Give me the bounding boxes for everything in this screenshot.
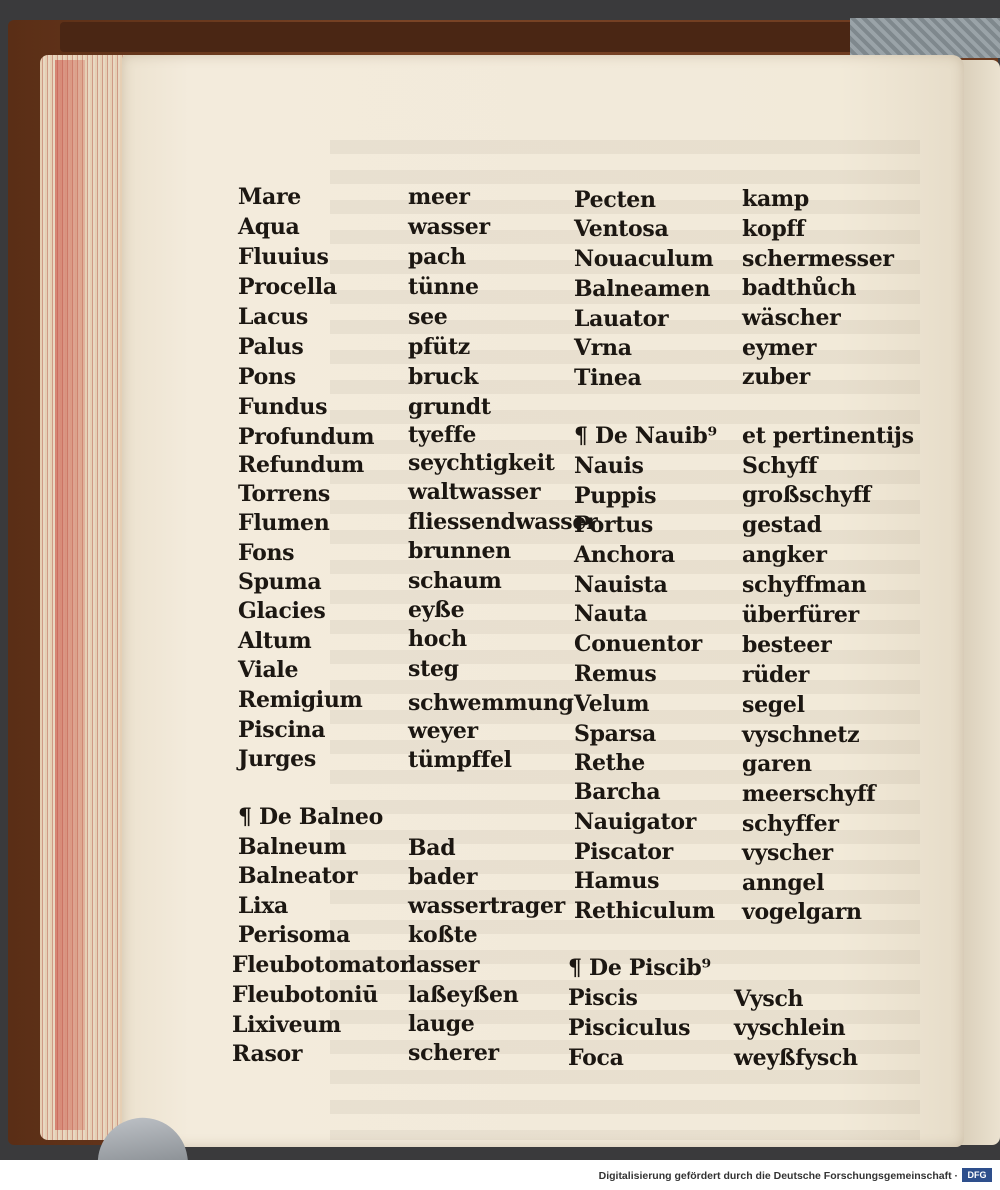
word-col1-1: Aqua [238, 214, 300, 240]
word-col3-7: ¶ De Nauib⁹ [574, 423, 717, 449]
word-col4-16: segel [742, 692, 805, 718]
word-col3-20: Nauigator [574, 809, 697, 835]
word-col3-16: Velum [574, 691, 650, 717]
word-col3-21: Piscator [574, 839, 673, 865]
word-col4-12: schyffman [742, 572, 867, 598]
word-col1-15: Altum [238, 628, 312, 654]
red-edge-stain [55, 60, 85, 1130]
spine-cloth [850, 18, 1000, 58]
word-col2-23: koßte [408, 922, 478, 948]
word-col4-2: schermesser [742, 246, 894, 272]
word-col2-11: fliessendwasser [408, 509, 598, 535]
word-col3-23: Rethiculum [574, 898, 715, 924]
word-col1-19: Jurges [238, 746, 316, 772]
word-col3-10: Portus [574, 512, 653, 538]
word-col1-13: Spuma [238, 569, 322, 595]
word-col4-21: vyscher [742, 840, 833, 866]
word-col3-27: Foca [568, 1045, 624, 1071]
word-col4-22: anngel [742, 870, 825, 896]
word-col4-14: besteer [742, 632, 832, 658]
word-col4-4: wäscher [742, 305, 841, 331]
word-col1-10: Torrens [238, 481, 330, 507]
word-col2-18: weyer [408, 718, 478, 744]
word-col4-10: gestad [742, 512, 822, 538]
word-col1-11: Flumen [238, 510, 330, 536]
word-col4-3: badthůch [742, 275, 857, 301]
word-col3-1: Ventosa [574, 216, 669, 242]
word-col3-18: Rethe [574, 750, 645, 776]
word-col1-23: Lixa [238, 893, 288, 919]
word-col2-26: lauge [408, 1011, 475, 1037]
footer-credit: Digitalisierung gefördert durch die Deutsche Forschungsgemeinschaft · [598, 1170, 958, 1182]
word-col3-6: Tinea [574, 365, 642, 391]
word-col3-15: Remus [574, 661, 657, 687]
word-col1-27: Lixiveum [232, 1012, 341, 1038]
word-col1-25: Fleubotomator [232, 952, 411, 978]
word-col1-18: Piscina [238, 717, 326, 743]
word-col4-26: weyßfysch [734, 1045, 858, 1071]
word-col4-18: garen [742, 751, 812, 777]
word-col4-25: vyschlein [734, 1015, 846, 1041]
word-col4-11: angker [742, 542, 827, 568]
word-col1-22: Balneator [238, 863, 358, 889]
word-col1-8: Profundum [238, 424, 375, 450]
word-col3-5: Vrna [574, 335, 632, 361]
page-edges [40, 55, 132, 1140]
word-col2-4: see [408, 304, 448, 330]
word-col2-25: laßeyßen [408, 982, 519, 1008]
word-col1-16: Viale [238, 657, 299, 683]
word-col4-6: zuber [742, 364, 810, 390]
word-col3-17: Sparsa [574, 721, 656, 747]
word-col2-24: lasser [408, 952, 480, 978]
word-col4-5: eymer [742, 335, 817, 361]
word-col2-12: brunnen [408, 538, 511, 564]
word-col4-24: Vysch [734, 986, 804, 1012]
word-col2-17: schwemmung [408, 690, 574, 716]
word-col3-25: Piscis [568, 985, 638, 1011]
word-col1-17: Remigium [238, 687, 363, 713]
word-col4-13: überfürer [742, 602, 859, 628]
word-col1-28: Rasor [232, 1041, 303, 1067]
word-col1-14: Glacies [238, 598, 326, 624]
word-col3-3: Balneamen [574, 276, 711, 302]
word-col2-0: meer [408, 184, 470, 210]
word-col2-22: wassertrager [408, 893, 565, 919]
word-col3-0: Pecten [574, 187, 656, 213]
footer-bar [0, 1160, 1000, 1190]
word-col4-20: schyffer [742, 811, 839, 837]
word-col4-0: kamp [742, 186, 809, 212]
word-col2-8: tyeffe [408, 422, 477, 448]
word-col3-8: Nauis [574, 453, 644, 479]
word-col2-3: tünne [408, 274, 479, 300]
word-col1-26: Fleubotoniū [232, 982, 378, 1008]
word-col1-21: Balneum [238, 834, 347, 860]
word-col2-1: wasser [408, 214, 490, 240]
word-col2-5: pfütz [408, 334, 470, 360]
word-col1-4: Lacus [238, 304, 309, 330]
word-col1-0: Mare [238, 184, 301, 210]
word-col1-3: Procella [238, 274, 337, 300]
word-col1-9: Refundum [238, 452, 364, 478]
word-col3-22: Hamus [574, 868, 660, 894]
word-col2-27: scherer [408, 1040, 499, 1066]
word-col4-17: vyschnetz [742, 722, 860, 748]
word-col3-13: Nauta [574, 601, 648, 627]
cover-top-board [60, 22, 860, 52]
word-col3-9: Puppis [574, 483, 657, 509]
word-col4-9: großschyff [742, 482, 871, 508]
word-col1-5: Palus [238, 334, 304, 360]
word-col3-12: Nauista [574, 572, 668, 598]
word-col3-4: Lauator [574, 306, 669, 332]
word-col2-2: pach [408, 244, 466, 270]
word-col4-15: rüder [742, 662, 810, 688]
word-col1-6: Pons [238, 364, 296, 390]
word-col1-20: ¶ De Balneo [238, 804, 383, 830]
facing-page-edge [958, 60, 1000, 1145]
word-col2-15: hoch [408, 626, 467, 652]
word-col4-7: et pertinentijs [742, 423, 914, 449]
word-col2-19: tümpffel [408, 747, 512, 773]
word-col3-26: Pisciculus [568, 1015, 691, 1041]
word-col3-2: Nouaculum [574, 246, 714, 272]
word-col3-19: Barcha [574, 779, 661, 805]
word-col2-13: schaum [408, 568, 502, 594]
word-col2-16: steg [408, 656, 459, 682]
word-col1-2: Fluuius [238, 244, 329, 270]
word-col1-12: Fons [238, 540, 295, 566]
word-col2-6: bruck [408, 364, 479, 390]
word-col4-8: Schyff [742, 453, 818, 479]
word-col4-1: kopff [742, 216, 805, 242]
dfg-logo: DFG [962, 1168, 992, 1182]
word-col2-10: waltwasser [408, 479, 541, 505]
word-col3-11: Anchora [574, 542, 675, 568]
word-col2-20: Bad [408, 835, 456, 861]
word-col2-14: eyße [408, 597, 465, 623]
word-col2-21: bader [408, 864, 478, 890]
word-col4-19: meerschyff [742, 781, 876, 807]
word-col3-24: ¶ De Piscib⁹ [568, 955, 711, 981]
word-col1-24: Perisoma [238, 922, 351, 948]
word-col2-9: seychtigkeit [408, 450, 555, 476]
word-col4-23: vogelgarn [742, 899, 862, 925]
word-col3-14: Conuentor [574, 631, 702, 657]
word-col1-7: Fundus [238, 394, 328, 420]
word-col2-7: grundt [408, 394, 491, 420]
